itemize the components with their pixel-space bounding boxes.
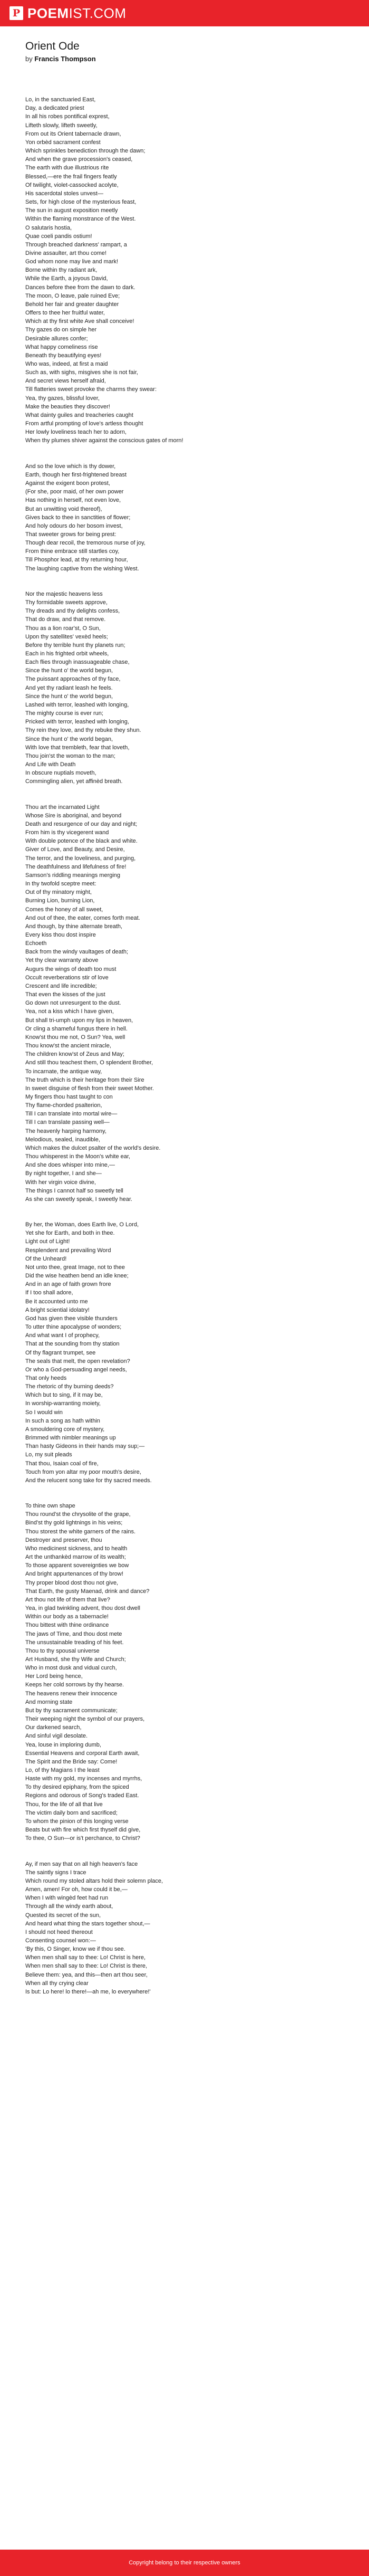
logo-text-bold: POEM [27,5,69,21]
poem-stanza: Ay, if men say that on all high heaven's face The saintly signs I trace Which round my stoled altars hold their solemn place, Amen, amen! For oh, how could it be,— When I with wingèd feet had run Through all the windy earth about, Quested its secret of the sun, And heard what thing the stars together shout,— I should not heed thereout Consenting counsel won:— 'By this, O Singer, know we if thou see. When men shall say to thee: Lo! Christ is here, When men shall say to thee: Lo! Christ is there, Believe them: yea, and this—then art thou seer, When all thy crying clear Is but: Lo here! lo there!—ah me, lo everywhere!' [25,1861,163,1995]
poem-stanza: Thou art the incarnated Light Whose Sire is aboriginal, and beyond Death and resurgence of our day and night; From him is thy vicegerent wand With double potence of the black and white. Giver of Love, and Beauty, and Desire, The terror, and the loveliness, and purging, The deathfulness and lifefulness of fire! Samson's riddling meanings merging In thy twofold sceptre meet: Out of thy minatory might, Burning Lion, burning Lion, Comes the honey of all sweet, And out of thee, the eater, comes forth meat. And though, by thine alternate breath, Every kiss thou dost inspire Echoeth Back from the windy vaultages of death; Yet thy clear warranty above Augurs the wings of death too must Occult reverberations stir of love Crescent and life incredible; That even the kisses of the just Go down not unresurgent to the dust. Yea, not a kiss which I have given, But shall tri-umph upon my lips in heaven, Or cling a shameful fungus there in hell. Know'st thou me not, O Sun? Yea, well Thou know'st the ancient miracle, The children know'st of Zeus and May; And still thou teachest them, O splendent Brother, To incarnate, the antique way, The truth which is their heritage from their Sire In sweet disguise of flesh from their sweet Mother. My fingers thou hast taught to con Thy flame-chorded psalterion, Till I can translate into mortal wire— Till I can translate passing well— The heavenly harping harmony, Melodious, sealed, inaudible, Which makes the dulcet psalter of the world's desire. Thou whisperest in the Moon's white ear, And she does whisper into mine,— By night together, I and she— With her virgin voice divine, The things I cannot half so sweetly tell As she can sweetly speak, I sweetly hear. [25,804,161,1203]
poem-title: Orient Ode [25,40,80,52]
site-header [0,0,369,26]
poem-content [25,40,344,2013]
poem-stanza: By her, the Woman, does Earth live, O Lord, Yet she for Earth, and both in thee. Light out of Light! Resplendent and prevailing Word Of the Unheard! Not unto thee, great Image, not to thee Did the wise heathen bend an idle knee; And in an age of faith grown frore If I too shall adore, Be it accounted unto me A bright sciential idolatry! God has given thee visible thunders To utter thine apocalypse of wonders; And what want I of prophecy, That at the sounding from thy station Of thy flagrant trumpet, see The seals that melt, the open revelation? Or who a God-persuading angel needs, That only heeds The rhetoric of thy burning deeds? Which but to sing, if it may be, In worship-warranting moiety, So I would win In such a song as hath within A smouldering core of mystery, Brimmed with nimbler meanings up Than hasty Gideons in their hands may sup;— Lo, my suit pleads That thou, Isaian coal of fire, Touch from yon altar my poor mouth's desire, And the relucent song take for thy sacred meeds. [25,1222,152,1484]
logo-text-light: IST.COM [69,5,127,21]
by-label: by [25,55,33,63]
site-footer [0,2550,369,2576]
author-line [25,55,344,63]
poem-body [25,87,344,2013]
poem-stanza: And so the love which is thy dower, Earth, though her first-frightened breast Against the exigent boon protest, (For she, poor maid, of her own power Has nothing in herself, not even love, But an unwitting void thereof), Gives back to thee in sanctities of flower; And holy odours do her bosom invest, That sweeter grows for being prest: Though dear recoil, the tremorous nurse of joy, From thine embrace still startles coy, Till Phosphor lead, at thy returning hour, The laughing captive from the wishing West. [25,463,145,572]
site-logo-text [27,5,127,22]
site-logo-link[interactable] [9,5,127,22]
poem-stanza: To thine own shape Thou round'st the chrysolite of the grape, Bind'st thy gold lightnings in his veins; Thou storest the white garners of the rains. Destroyer and preserver, thou Who medicinest sickness, and to health Art the unthankèd marrow of its wealth; To those apparent sovereignties we bow And bright appurtenances of thy brow! Thy proper blood dost thou not give, That Earth, the gusty Maenad, drink and dance? Art thou not life of them that live? Yea, in glad twinkling advent, thou dost dwell Within our body as a tabernacle! Thou bittest with thine ordinance The jaws of Time, and thou dost mete The unsustainable treading of his feet. Thou to thy spousal universe Art Husband, she thy Wife and Church; Who in most dusk and vidual curch, Her Lord being hence, Keeps her cold sorrows by thy hearse. The heavens renew their innocence And morning state But by thy sacrament communicate; Their weeping night the symbol of our prayers, Our darkened search, And sinful vigil desolate. Yea, louse in imploring dumb, Essential Heavens and corporal Earth await, The Spirit and the Bride say: Come! Lo, of thy Magians I the least Haste with my gold, my incenses and myrrhs, To thy desired epiphany, from the spiced Regions and odorous of Song's traded East. Thou, for the life of all that live The victim daily born and sacrificed; To whom the pinion of this longing verse Beats but with fire which first thyself did give, To thee, O Sun—or is't perchance, to Christ? [25,1503,150,1842]
poemist-logo-icon: P [9,6,23,20]
poem-stanza: Lo, in the sanctuaried East, Day, a dedicated priest In all his robes pontifical exprest, Lifteth slowly, lifteth sweetly, From out its Orient tabernacle drawn, Yon orbèd sacrament confest Which sprinkles benediction through the dawn; And when the grave procession's ceased, The earth with due illustrious rite Blessed,—ere the frail fingers featly Of twilight, violet-cassocked acolyte, His sacerdotal stoles unvest— Sets, for high close of the mysterious feast, The sun in august exposition meetly Within the flaming monstrance of the West. O salutaris hostia, Quae coeli pandis ostium! Through breached darkness' rampart, a Divine assaulter, art thou come! God whom none may live and mark! Borne within thy radiant ark, While the Earth, a joyous David, Dances before thee from the dawn to dark. The moon, O leave, pale ruined Eve; Behold her fair and greater daughter Offers to thee her fruitful water, Which at thy first white Ave shall conceive! Thy gazes do on simple her Desirable allures confer; What happy comeliness rise Beneath thy beautifying eyes! Who was, indeed, at first a maid Such as, with sighs, misgives she is not fair, And secret views herself afraid, Till flatteries sweet provoke the charms they swear: Yea, thy gazes, blissful lover, Make the beauties they discover! What dainty guiles and treacheries caught From artful prompting of love's artless thought Her lowly loveliness teach her to adorn, When thy plumes shiver against the conscious gates of morn! [25,97,183,444]
poem-stanza: Nor the majestic heavens less Thy formidable sweets approve, Thy dreads and thy delights confess, That do draw, and that remove. Thou as a lion roar'st, O Sun, Upon thy satellites' vexèd heels; Before thy terrible hunt thy planets run; Each in his frighted orbit wheels, Each flies through inassuageable chase, Since the hunt o' the world begun, The puissant approaches of thy face, And yet thy radiant leash he feels. Since the hunt o' the world begun, Lashed with terror, leashed with longing, The mighty course is ever run; Pricked with terror, leashed with longing, Thy rein they love, and thy rebuke they shun. Since the hunt o' the world began, With love that trembleth, fear that loveth, Thou join'st the woman to the man; And Life with Death In obscure nuptials moveth, Commingling alien, yet affinèd breath. [25,590,141,785]
copyright-text: Copyright belong to their respective owners [129,2560,240,2566]
author-link[interactable]: Francis Thompson [34,55,96,63]
